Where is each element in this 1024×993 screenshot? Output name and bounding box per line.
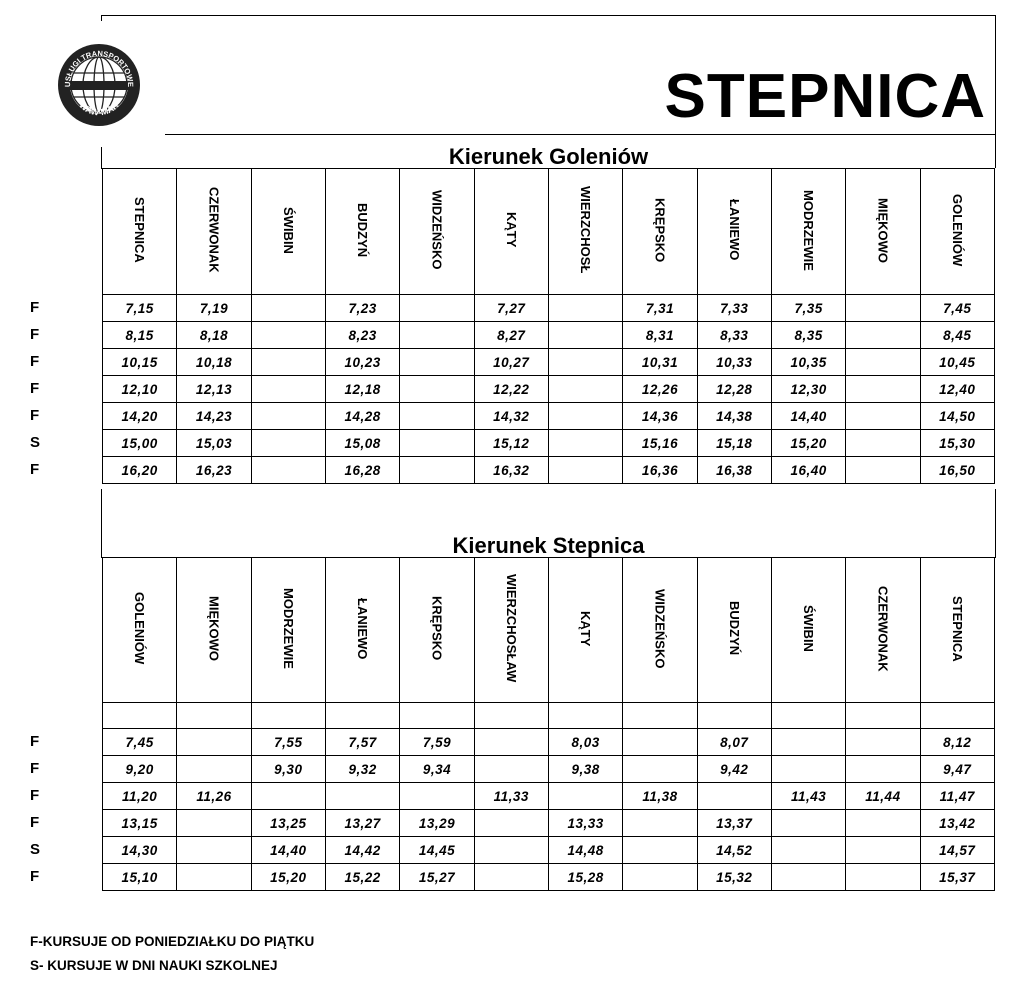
departure-time <box>177 837 251 864</box>
stop-header-row <box>103 558 995 703</box>
departure-time: 14,30 <box>103 837 177 864</box>
departure-time <box>400 783 474 810</box>
departure-time <box>251 349 325 376</box>
logo-bottom-text: WAW-MAR <box>77 99 121 118</box>
departure-time <box>623 756 697 783</box>
departure-time: 16,28 <box>325 457 399 484</box>
stop-header <box>846 169 920 295</box>
departure-time: 11,44 <box>846 783 920 810</box>
departure-time <box>771 756 845 783</box>
section-title-stepnica: Kierunek Stepnica <box>452 533 645 558</box>
departure-time: 12,26 <box>623 376 697 403</box>
stop-name: STEPNICA <box>132 197 148 263</box>
departure-time: 15,08 <box>325 430 399 457</box>
departure-time: 15,16 <box>623 430 697 457</box>
stop-header <box>771 558 845 703</box>
departure-time: 16,20 <box>103 457 177 484</box>
departure-time: 13,33 <box>548 810 622 837</box>
stop-header <box>623 169 697 295</box>
departure-time: 15,00 <box>103 430 177 457</box>
departure-time <box>400 376 474 403</box>
departure-time <box>251 457 325 484</box>
day-code: F <box>30 868 40 885</box>
departure-time: 13,37 <box>697 810 771 837</box>
stop-name: KRĘPSKO <box>429 596 445 661</box>
departure-time: 14,57 <box>920 837 994 864</box>
departure-time <box>623 810 697 837</box>
stop-header <box>103 169 177 295</box>
departure-time: 8,31 <box>623 322 697 349</box>
departure-time: 15,37 <box>920 864 994 891</box>
departure-time: 8,27 <box>474 322 548 349</box>
legend-s: S- KURSUJE W DNI NAUKI SZKOLNEJ <box>30 958 278 973</box>
departure-time <box>400 295 474 322</box>
departure-time: 7,35 <box>771 295 845 322</box>
departure-time <box>548 349 622 376</box>
stop-header <box>697 169 771 295</box>
departure-time <box>251 430 325 457</box>
departure-time <box>548 457 622 484</box>
stop-header-row <box>103 169 995 295</box>
table-row <box>103 756 995 783</box>
departure-time <box>548 430 622 457</box>
departure-time <box>177 756 251 783</box>
departure-time <box>771 729 845 756</box>
departure-time <box>251 783 325 810</box>
departure-time <box>548 376 622 403</box>
departure-time: 12,40 <box>920 376 994 403</box>
departure-time: 8,45 <box>920 322 994 349</box>
stop-header <box>177 169 251 295</box>
stop-name: MODRZEWIE <box>801 189 817 271</box>
logo-top-text: USŁUGI TRANSPORTOWE <box>62 48 136 88</box>
stop-header <box>325 169 399 295</box>
departure-time <box>474 837 548 864</box>
day-code: F <box>30 733 40 750</box>
table-row <box>103 457 995 484</box>
departure-time: 8,15 <box>103 322 177 349</box>
departure-time <box>251 295 325 322</box>
departure-time: 12,22 <box>474 376 548 403</box>
day-code: F <box>30 326 40 343</box>
stop-header <box>920 558 994 703</box>
stop-header <box>251 558 325 703</box>
departure-time: 14,50 <box>920 403 994 430</box>
departure-time: 7,23 <box>325 295 399 322</box>
departure-time: 11,26 <box>177 783 251 810</box>
departure-time <box>548 322 622 349</box>
departure-time <box>474 864 548 891</box>
departure-time: 16,23 <box>177 457 251 484</box>
departure-time: 9,38 <box>548 756 622 783</box>
departure-time: 7,45 <box>103 729 177 756</box>
stop-name: MODRZEWIE <box>280 588 296 669</box>
empty-cell <box>251 703 325 729</box>
table-row <box>103 322 995 349</box>
departure-time: 9,42 <box>697 756 771 783</box>
departure-time: 11,38 <box>623 783 697 810</box>
stop-name: MIĘKOWO <box>875 197 891 263</box>
departure-time: 14,20 <box>103 403 177 430</box>
departure-time <box>400 430 474 457</box>
departure-time <box>846 322 920 349</box>
departure-time: 14,42 <box>325 837 399 864</box>
departure-time: 7,45 <box>920 295 994 322</box>
departure-time: 8,23 <box>325 322 399 349</box>
stop-name: KĄTY <box>578 610 594 647</box>
departure-time: 15,28 <box>548 864 622 891</box>
day-code: F <box>30 299 40 316</box>
departure-time: 7,55 <box>251 729 325 756</box>
stop-name: CZERWONAK <box>206 187 222 273</box>
departure-time: 15,20 <box>771 430 845 457</box>
departure-time <box>846 864 920 891</box>
day-code: F <box>30 461 40 478</box>
stop-header <box>177 558 251 703</box>
departure-time: 16,38 <box>697 457 771 484</box>
stop-name: WIDZEŃSKO <box>429 190 445 270</box>
departure-time <box>548 403 622 430</box>
day-code: F <box>30 353 40 370</box>
departure-time: 9,32 <box>325 756 399 783</box>
stop-name: KĄTY <box>503 212 519 248</box>
day-code: F <box>30 407 40 424</box>
company-logo <box>57 43 141 127</box>
departure-time: 9,20 <box>103 756 177 783</box>
departure-time: 14,28 <box>325 403 399 430</box>
empty-cell <box>177 703 251 729</box>
departure-time <box>846 376 920 403</box>
right-rule <box>995 15 996 168</box>
departure-time <box>623 729 697 756</box>
departure-time <box>771 810 845 837</box>
departure-time: 9,30 <box>251 756 325 783</box>
departure-time: 11,33 <box>474 783 548 810</box>
departure-time: 13,27 <box>325 810 399 837</box>
departure-time: 14,36 <box>623 403 697 430</box>
departure-time: 7,27 <box>474 295 548 322</box>
stop-header <box>846 558 920 703</box>
stop-name: WIERZCHOSŁAW <box>503 574 519 683</box>
day-code: F <box>30 380 40 397</box>
departure-time <box>846 403 920 430</box>
departure-time <box>177 729 251 756</box>
departure-time <box>251 376 325 403</box>
table-row <box>103 810 995 837</box>
departure-time <box>400 349 474 376</box>
departure-time: 7,33 <box>697 295 771 322</box>
title-underline <box>165 134 996 135</box>
stop-header <box>103 558 177 703</box>
day-code: S <box>30 434 41 451</box>
departure-time <box>177 864 251 891</box>
departure-time: 16,36 <box>623 457 697 484</box>
departure-time: 10,35 <box>771 349 845 376</box>
departure-time <box>548 295 622 322</box>
day-code: F <box>30 787 40 804</box>
departure-time: 14,38 <box>697 403 771 430</box>
departure-time: 11,43 <box>771 783 845 810</box>
departure-time: 15,20 <box>251 864 325 891</box>
stop-header <box>771 169 845 295</box>
departure-time: 8,35 <box>771 322 845 349</box>
departure-time <box>771 837 845 864</box>
stop-header <box>920 169 994 295</box>
departure-time: 12,28 <box>697 376 771 403</box>
departure-time: 14,48 <box>548 837 622 864</box>
departure-time <box>846 837 920 864</box>
departure-time <box>548 783 622 810</box>
stop-header <box>474 558 548 703</box>
stop-header <box>623 558 697 703</box>
timetable-to-goleniow <box>102 168 995 484</box>
departure-time: 10,33 <box>697 349 771 376</box>
stop-header <box>697 558 771 703</box>
stop-header <box>548 169 622 295</box>
table-row <box>103 295 995 322</box>
departure-time: 10,15 <box>103 349 177 376</box>
departure-time: 15,27 <box>400 864 474 891</box>
empty-cell <box>400 703 474 729</box>
empty-cell <box>846 703 920 729</box>
departure-time: 11,20 <box>103 783 177 810</box>
day-code: S <box>30 841 41 858</box>
departure-time <box>623 837 697 864</box>
table-row <box>103 403 995 430</box>
empty-cell <box>697 703 771 729</box>
departure-time <box>251 322 325 349</box>
departure-time: 15,30 <box>920 430 994 457</box>
departure-time: 12,18 <box>325 376 399 403</box>
empty-cell <box>325 703 399 729</box>
departure-time <box>846 457 920 484</box>
departure-time: 15,22 <box>325 864 399 891</box>
empty-cell <box>548 703 622 729</box>
departure-time: 15,03 <box>177 430 251 457</box>
right-rule-gap <box>995 489 996 558</box>
departure-time: 12,10 <box>103 376 177 403</box>
table-row <box>103 783 995 810</box>
departure-time <box>846 756 920 783</box>
table-row <box>103 864 995 891</box>
stop-header <box>474 169 548 295</box>
departure-time <box>177 810 251 837</box>
legend-f: F-KURSUJE OD PONIEDZIAŁKU DO PIĄTKU <box>30 934 315 949</box>
departure-time: 16,40 <box>771 457 845 484</box>
departure-time: 15,18 <box>697 430 771 457</box>
departure-time: 12,30 <box>771 376 845 403</box>
departure-time: 8,18 <box>177 322 251 349</box>
empty-cell <box>771 703 845 729</box>
departure-time <box>474 810 548 837</box>
departure-time: 12,13 <box>177 376 251 403</box>
departure-time: 7,59 <box>400 729 474 756</box>
departure-time: 14,40 <box>771 403 845 430</box>
stop-name: ŁANIEWO <box>726 199 742 261</box>
departure-time: 14,52 <box>697 837 771 864</box>
table-row <box>103 349 995 376</box>
stop-name: MIĘKOWO <box>206 596 222 661</box>
stop-name: BUDZYŃ <box>355 202 371 258</box>
stop-name: KRĘPSKO <box>652 197 668 263</box>
top-rule <box>101 15 996 16</box>
table-row <box>103 837 995 864</box>
departure-time <box>400 322 474 349</box>
departure-time: 15,12 <box>474 430 548 457</box>
departure-time: 8,03 <box>548 729 622 756</box>
left-rule-top <box>101 15 102 21</box>
stop-header <box>548 558 622 703</box>
departure-time <box>623 864 697 891</box>
departure-time: 13,29 <box>400 810 474 837</box>
departure-time <box>697 783 771 810</box>
stop-name: BUDZYŃ <box>726 601 742 656</box>
departure-time <box>474 729 548 756</box>
stop-name: WIERZCHOSŁ <box>578 186 594 274</box>
departure-time <box>474 756 548 783</box>
departure-time: 15,32 <box>697 864 771 891</box>
stop-header <box>251 169 325 295</box>
day-code: F <box>30 814 40 831</box>
table-row <box>103 430 995 457</box>
departure-time: 14,32 <box>474 403 548 430</box>
section-title-goleniow: Kierunek Goleniów <box>448 144 649 169</box>
departure-time: 7,19 <box>177 295 251 322</box>
stop-name: STEPNICA <box>949 595 965 662</box>
departure-time: 16,50 <box>920 457 994 484</box>
stop-header <box>400 169 474 295</box>
departure-time: 7,31 <box>623 295 697 322</box>
departure-time: 11,47 <box>920 783 994 810</box>
departure-time: 13,15 <box>103 810 177 837</box>
stop-header <box>400 558 474 703</box>
stop-name: ŚWIBIN <box>280 206 296 254</box>
departure-time <box>400 457 474 484</box>
departure-time <box>846 349 920 376</box>
departure-time: 14,40 <box>251 837 325 864</box>
departure-time: 8,07 <box>697 729 771 756</box>
departure-time: 14,23 <box>177 403 251 430</box>
departure-time <box>771 864 845 891</box>
empty-cell <box>103 703 177 729</box>
table-row <box>103 376 995 403</box>
departure-time: 10,45 <box>920 349 994 376</box>
stop-name: ŁANIEWO <box>355 597 371 660</box>
timetable-to-stepnica <box>102 557 995 891</box>
departure-time <box>846 295 920 322</box>
departure-time <box>846 729 920 756</box>
stop-header <box>325 558 399 703</box>
empty-cell <box>474 703 548 729</box>
stop-name: CZERWONAK <box>875 585 891 672</box>
stop-name: GOLENIÓW <box>132 592 148 665</box>
departure-time <box>251 403 325 430</box>
spacer-row <box>103 703 995 729</box>
page-title: STEPNICA <box>664 62 986 131</box>
departure-time: 16,32 <box>474 457 548 484</box>
empty-cell <box>920 703 994 729</box>
departure-time: 7,57 <box>325 729 399 756</box>
departure-time: 10,18 <box>177 349 251 376</box>
departure-time: 13,25 <box>251 810 325 837</box>
departure-time: 8,33 <box>697 322 771 349</box>
empty-cell <box>623 703 697 729</box>
departure-time: 10,27 <box>474 349 548 376</box>
departure-time <box>325 783 399 810</box>
day-code: F <box>30 760 40 777</box>
departure-time: 14,45 <box>400 837 474 864</box>
departure-time: 15,10 <box>103 864 177 891</box>
departure-time: 10,31 <box>623 349 697 376</box>
departure-time <box>400 403 474 430</box>
departure-time: 13,42 <box>920 810 994 837</box>
stop-name: GOLENIÓW <box>949 193 965 267</box>
departure-time <box>846 430 920 457</box>
stop-name: WIDZEŃSKO <box>652 588 668 669</box>
departure-time: 9,34 <box>400 756 474 783</box>
departure-time: 10,23 <box>325 349 399 376</box>
departure-time: 9,47 <box>920 756 994 783</box>
departure-time <box>846 810 920 837</box>
departure-time: 8,12 <box>920 729 994 756</box>
stop-name: ŚWIBIN <box>801 605 817 652</box>
table-row <box>103 729 995 756</box>
departure-time: 7,15 <box>103 295 177 322</box>
